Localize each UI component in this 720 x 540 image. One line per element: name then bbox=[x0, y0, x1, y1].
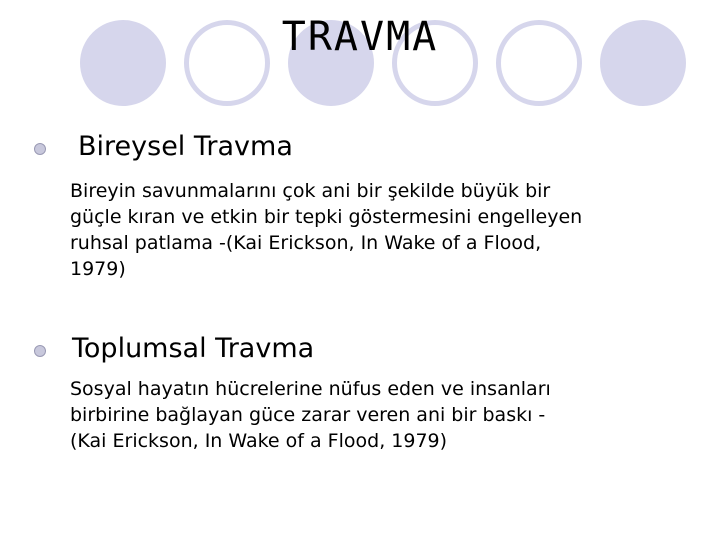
section-body bbox=[70, 376, 710, 454]
body-line: birbirine bağlayan güce zarar veren ani bir baskı - bbox=[70, 404, 546, 426]
body-line: Bireyin savunmalarını çok ani bir şekilde büyük bir bbox=[70, 180, 551, 202]
bullet-icon bbox=[34, 345, 46, 357]
body-line: (Kai Erickson, In Wake of a Flood, 1979) bbox=[70, 430, 448, 452]
section-heading: Toplumsal Travma bbox=[72, 333, 315, 364]
body-line: güçle kıran ve etkin bir tepki göstermesini engelleyen bbox=[70, 206, 583, 228]
section-heading: Bireysel Travma bbox=[78, 131, 293, 162]
body-line: ruhsal patlama -(Kai Erickson, In Wake of a Flood, bbox=[70, 232, 542, 254]
section-body bbox=[70, 178, 710, 282]
body-line: Sosyal hayatın hücrelerine nüfus eden ve insanları bbox=[70, 378, 551, 400]
body-line: 1979) bbox=[70, 258, 126, 280]
bullet-icon bbox=[34, 143, 46, 155]
slide-title: TRAVMA bbox=[281, 14, 439, 60]
